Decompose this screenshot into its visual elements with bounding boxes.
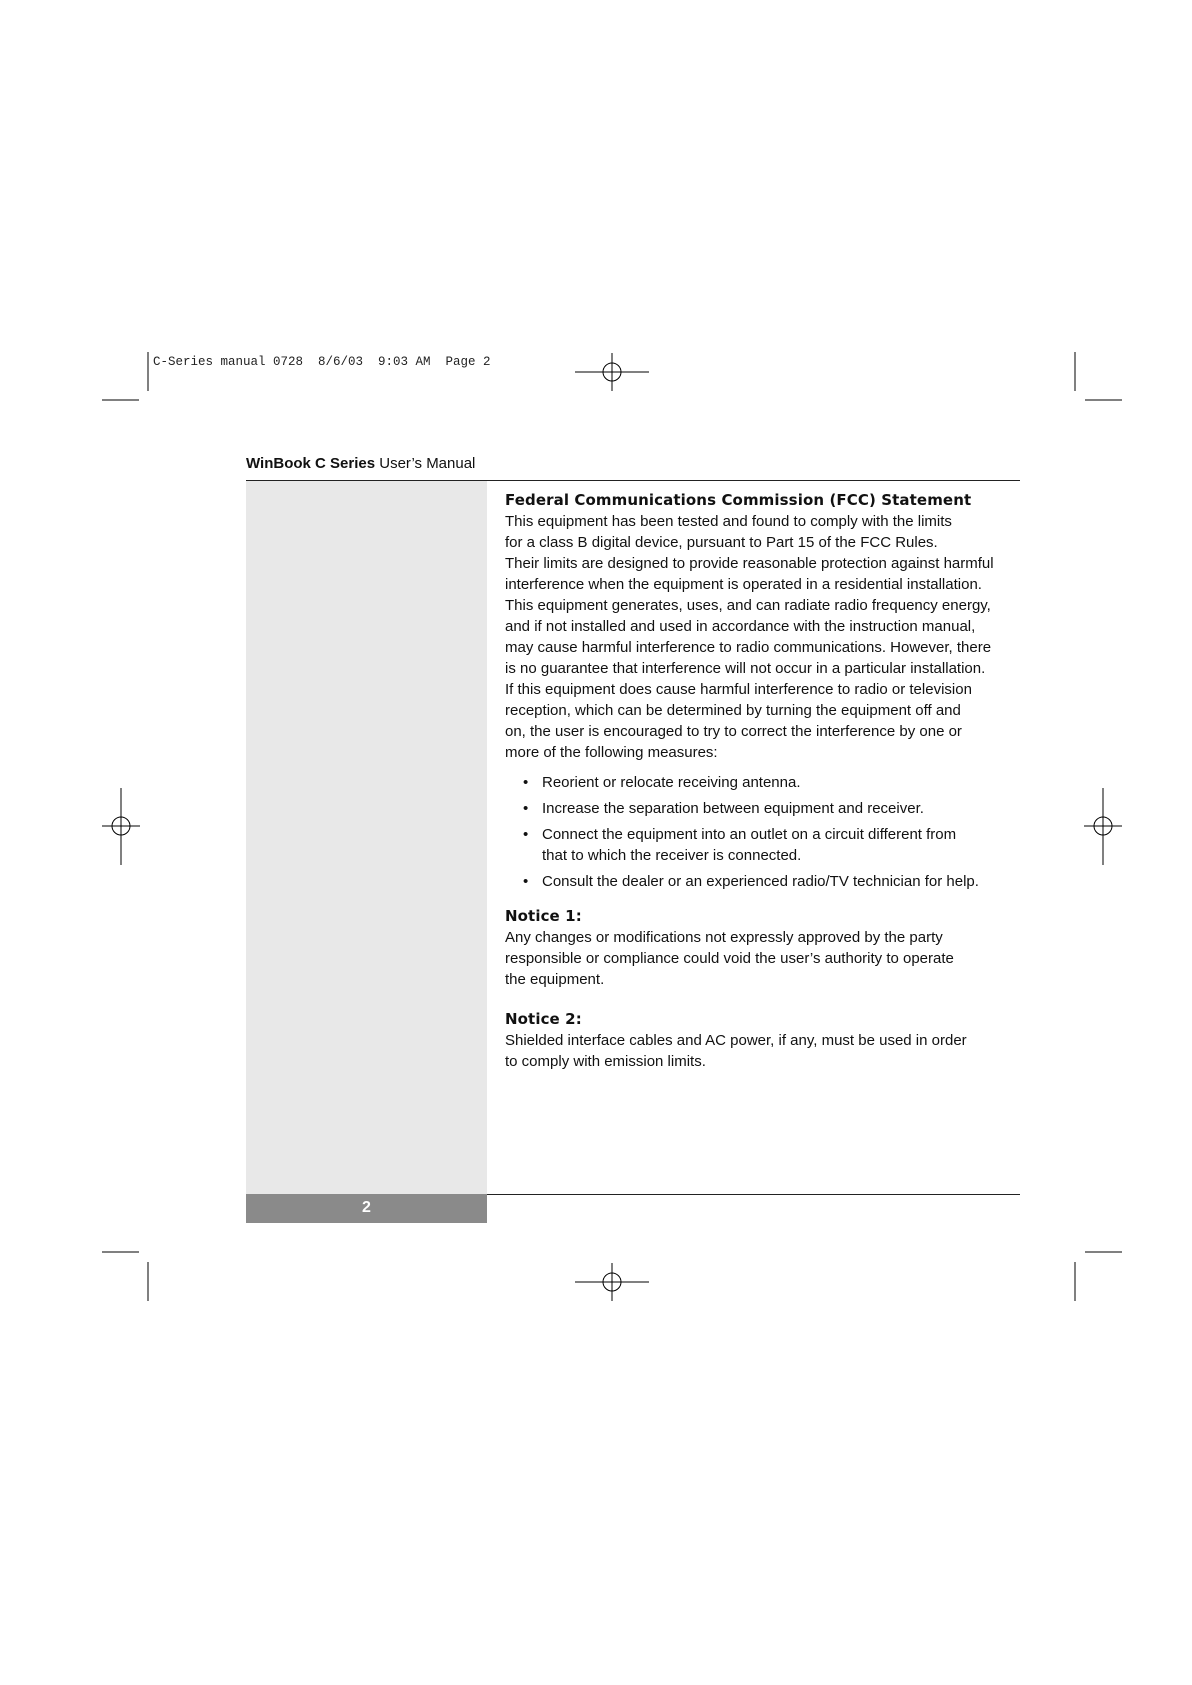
text-line: is no guarantee that interference will not occur in a particular installation. xyxy=(505,660,986,677)
running-head-product: WinBook C Series xyxy=(246,455,376,472)
main-content xyxy=(505,490,1017,1072)
notice2-text xyxy=(505,1030,1017,1072)
bullet: • xyxy=(523,774,529,791)
registration-mark xyxy=(1084,788,1122,865)
text-line: interference when the equipment is operated in a residential installation. xyxy=(505,576,982,593)
text-line: Increase the separation between equipment and receiver. xyxy=(542,800,924,817)
running-head xyxy=(246,455,475,472)
text-line: If this equipment does cause harmful interference to radio or television xyxy=(505,681,972,698)
text-line: may cause harmful interference to radio communications. However, there xyxy=(505,639,992,656)
registration-mark xyxy=(575,1263,649,1301)
notice2-heading: Notice 2: xyxy=(505,1010,582,1028)
text-line: to comply with emission limits. xyxy=(505,1053,706,1070)
measures-list xyxy=(505,772,1017,892)
notice1-text xyxy=(505,927,1017,990)
text-line: for a class B digital device, pursuant to Part 15 of the FCC Rules. xyxy=(505,534,938,551)
text-line: more of the following measures: xyxy=(505,744,718,761)
list-item xyxy=(523,772,1017,793)
fcc-paragraph xyxy=(505,511,1017,763)
page-number: 2 xyxy=(246,1194,487,1223)
text-line: on, the user is encouraged to try to correct the interference by one or xyxy=(505,723,962,740)
bullet: • xyxy=(523,800,529,817)
text-line: the equipment. xyxy=(505,971,605,988)
bullet: • xyxy=(523,873,529,890)
text-line: This equipment has been tested and found to comply with the limits xyxy=(505,513,952,530)
text-line: Shielded interface cables and AC power, if any, must be used in order xyxy=(505,1032,967,1049)
notice1-heading: Notice 1: xyxy=(505,907,582,925)
text-line: Any changes or modifications not expressly approved by the party xyxy=(505,929,943,946)
bullet: • xyxy=(523,826,529,843)
text-line: Their limits are designed to provide reasonable protection against harmful xyxy=(505,555,994,572)
registration-mark xyxy=(102,788,140,865)
text-line: This equipment generates, uses, and can radiate radio frequency energy, xyxy=(505,597,991,614)
list-item xyxy=(523,824,1017,866)
text-line: responsible or compliance could void the user’s authority to operate xyxy=(505,950,954,967)
text-line: reception, which can be determined by turning the equipment off and xyxy=(505,702,961,719)
text-line: Consult the dealer or an experienced radio/TV technician for help. xyxy=(542,873,979,890)
fcc-heading: Federal Communications Commission (FCC) Statement xyxy=(505,491,972,509)
list-item xyxy=(523,798,1017,819)
text-line: Reorient or relocate receiving antenna. xyxy=(542,774,801,791)
footer-rule xyxy=(487,1194,1020,1195)
text-line: and if not installed and used in accordance with the instruction manual, xyxy=(505,618,976,635)
text-line: Connect the equipment into an outlet on a circuit different from xyxy=(542,826,957,843)
running-head-title: User’s Manual xyxy=(379,455,476,472)
print-slug: C-Series manual 0728 8/6/03 9:03 AM Page 2 xyxy=(153,355,491,369)
text-line: that to which the receiver is connected. xyxy=(542,847,802,864)
margin-panel xyxy=(246,481,487,1194)
list-item xyxy=(523,871,1017,892)
registration-mark xyxy=(575,353,649,391)
